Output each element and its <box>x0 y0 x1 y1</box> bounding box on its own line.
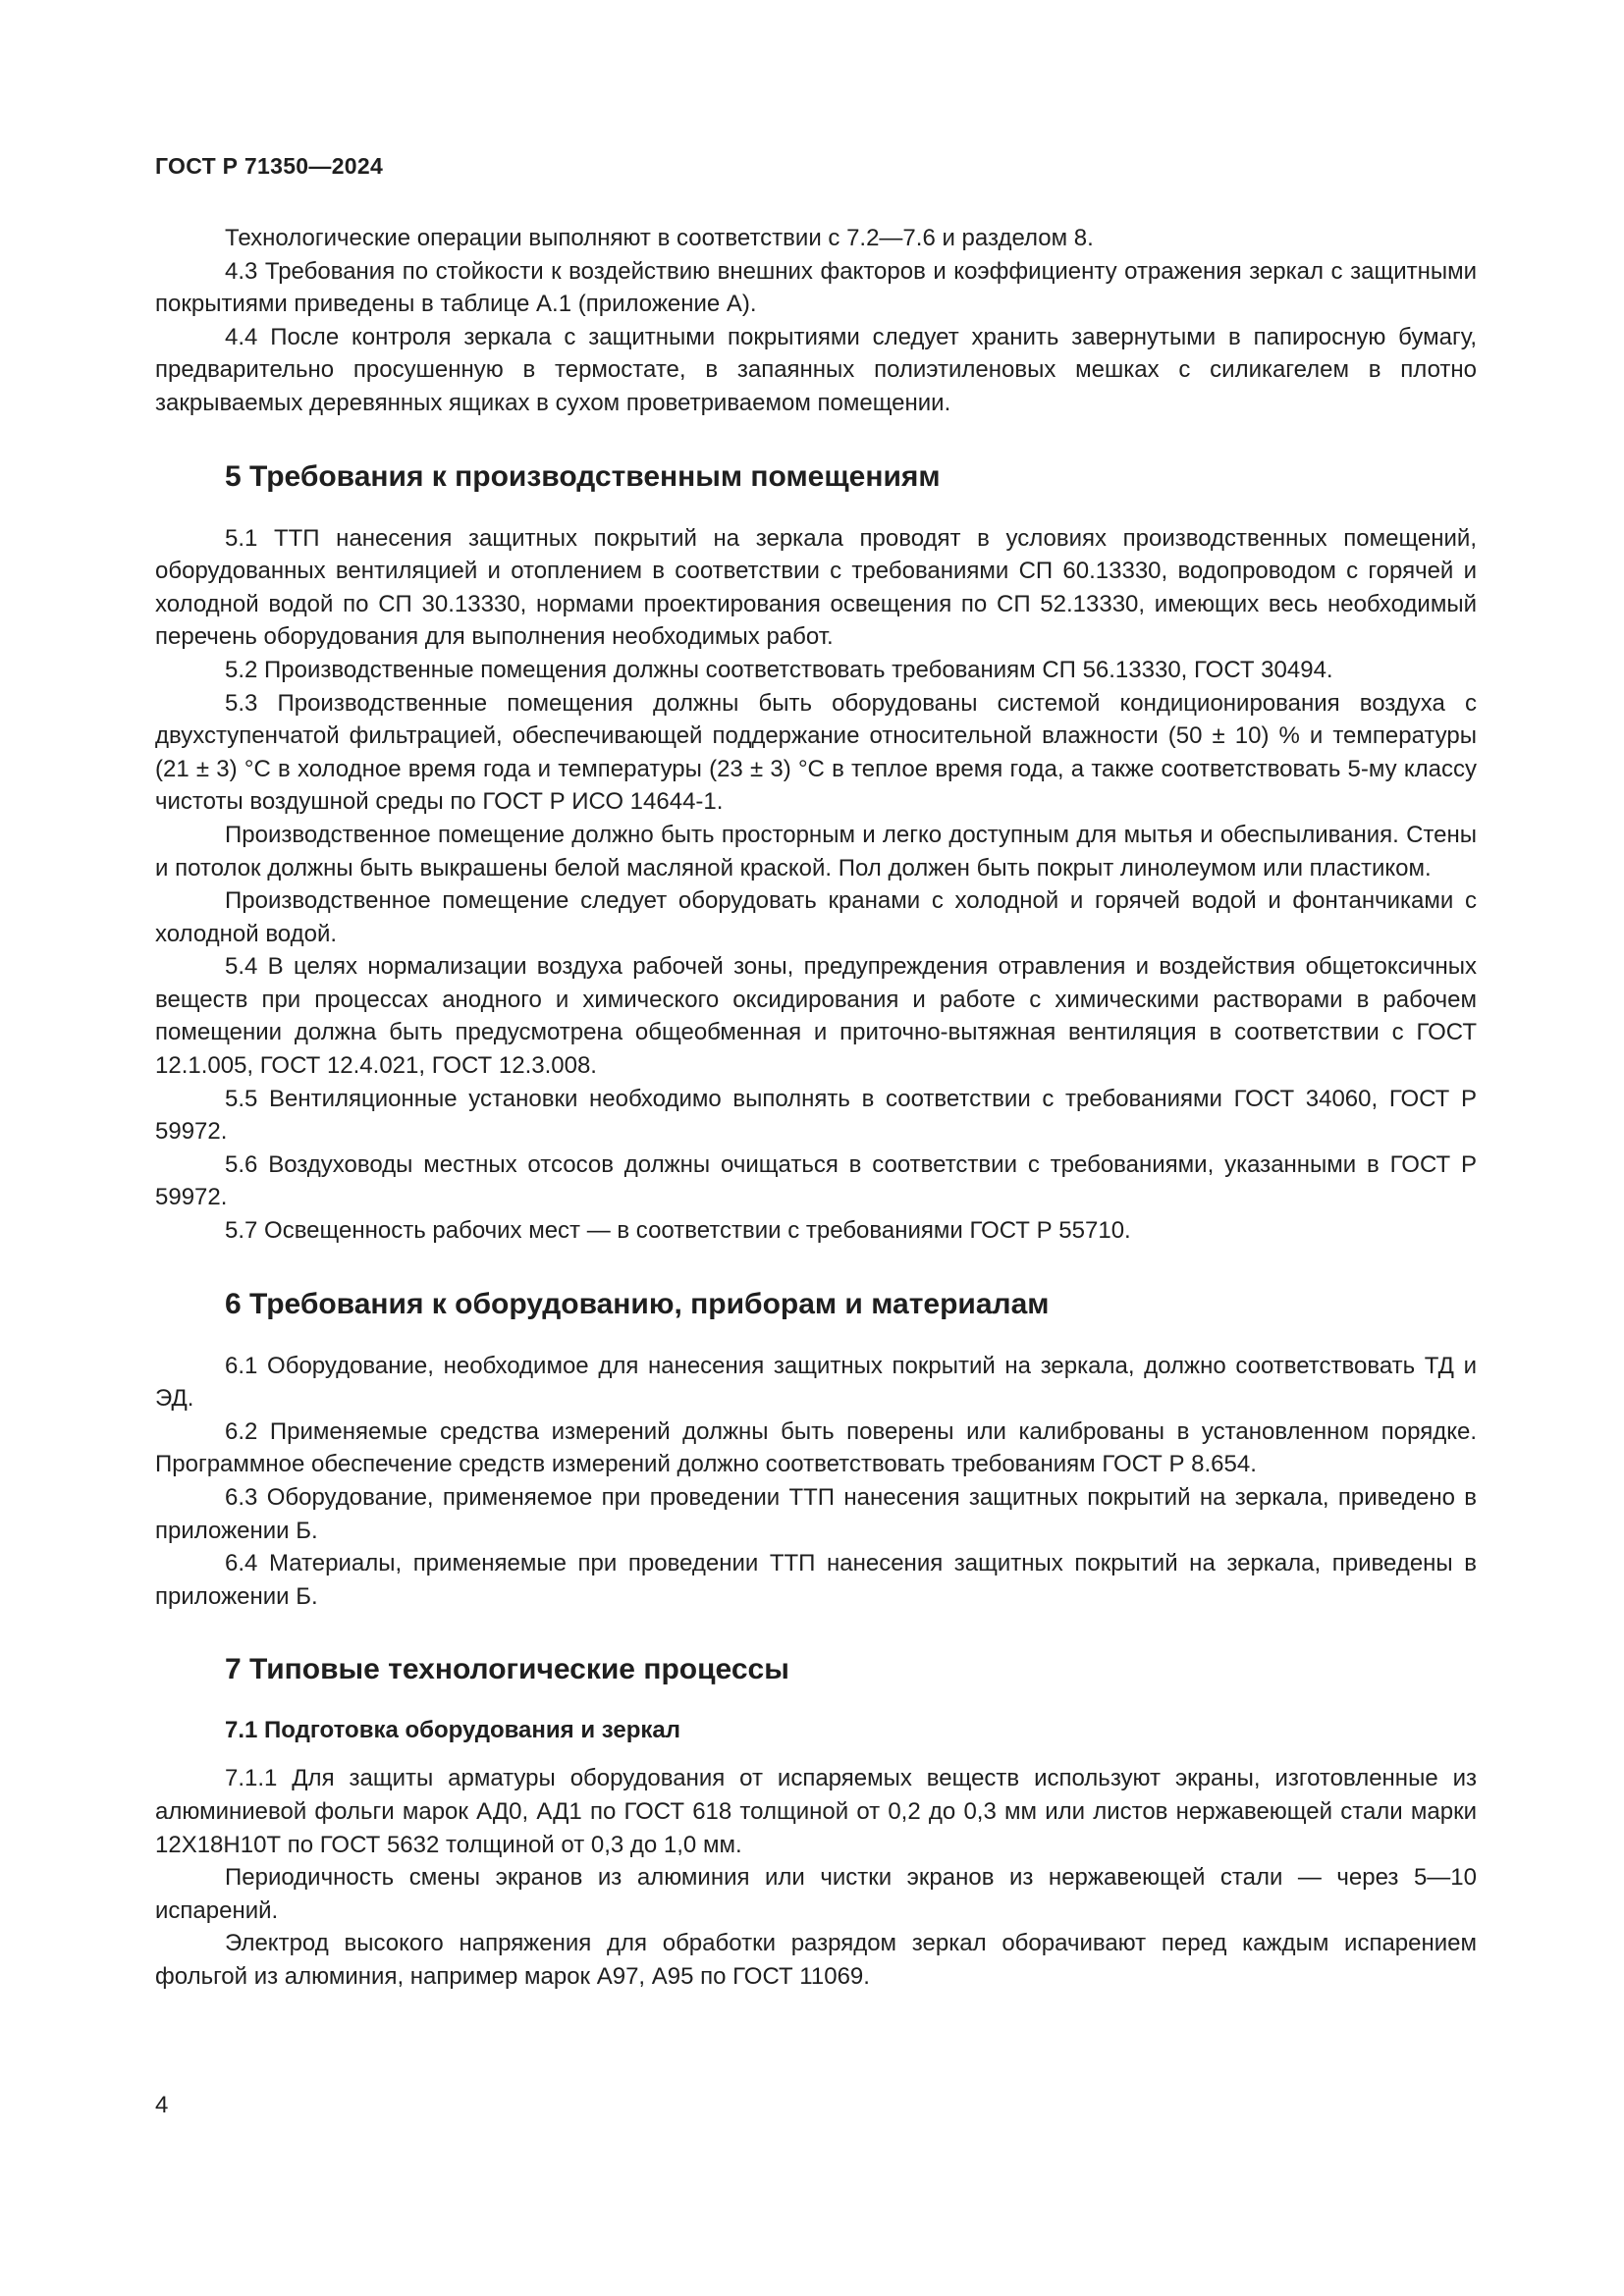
paragraph: 4.3 Требования по стойкости к воздействию внешних факторов и коэффициенту отражения зеркал с защитными покрытиями приведены в таблице А.1 (приложение А). <box>155 257 1477 318</box>
paragraph: 4.4 После контроля зеркала с защитными покрытиями следует хранить завернутыми в папиросную бумагу, предварительно просушенную в термостате, в запаянных полиэтиленовых мешках с силикагелем в плотно закрываемых деревянных ящиках в сухом проветриваемом помещении. <box>155 323 1477 416</box>
paragraph: 7.1.1 Для защиты арматуры оборудования от испаряемых веществ используют экраны, изготовленные из алюминиевой фольги марок АД0, АД1 по ГОСТ 618 толщиной от 0,2 до 0,3 мм или листов нержавеющей стали марки 12Х18Н10Т по ГОСТ 5632 толщиной от 0,3 до 1,0 мм. <box>155 1765 1477 1858</box>
section-heading: 6 Требования к оборудованию, приборам и материалам <box>225 1287 1050 1320</box>
paragraph: Производственное помещение следует оборудовать кранами с холодной и горячей водой и фонтанчиками с холодной водой. <box>155 887 1477 947</box>
paragraph: 5.4 В целях нормализации воздуха рабочей зоны, предупреждения отравления и воздействия общетоксичных веществ при процессах анодного и химического оксидирования и работе с химическими растворами в рабочем помещении должна быть предусмотрена общеобменная и приточно-вытяжная вентиляция в соответствии с ГОСТ 12.1.005, ГОСТ 12.4.021, ГОСТ 12.3.008. <box>155 953 1477 1080</box>
paragraph: 5.3 Производственные помещения должны быть оборудованы системой кондиционирования воздуха с двухступенчатой фильтрацией, обеспечивающей поддержание относительной влажности (50 ± 10) % и температуры (21 ± 3) °С в холодное время года и температуры (23 ± 3) °С в теплое время года, а также соответствовать 5-му классу чистоты воздушной среды по ГОСТ Р ИСО 14644-1. <box>155 689 1477 816</box>
paragraph: Производственное помещение должно быть просторным и легко доступным для мытья и обеспыливания. Стены и потолок должны быть выкрашены белой масляной краской. Пол должен быть покрыт линолеумом или пластиком. <box>155 821 1477 881</box>
paragraph: 5.2 Производственные помещения должны соответствовать требованиям СП 56.13330, ГОСТ 30494. <box>225 656 1333 683</box>
paragraph: 5.5 Вентиляционные установки необходимо выполнять в соответствии с требованиями ГОСТ 34060, ГОСТ Р 59972. <box>155 1085 1477 1146</box>
document-header: ГОСТ Р 71350—2024 <box>155 153 384 179</box>
paragraph: Периодичность смены экранов из алюминия или чистки экранов из нержавеющей стали — через 5—10 испарений. <box>155 1864 1477 1924</box>
subsection-heading: 7.1 Подготовка оборудования и зеркал <box>225 1717 680 1744</box>
section-heading: 5 Требования к производственным помещениям <box>225 459 941 493</box>
document-body <box>155 222 1477 1994</box>
paragraph: 6.1 Оборудование, необходимое для нанесения защитных покрытий на зеркала, должно соответствовать ТД и ЭД. <box>155 1352 1477 1413</box>
paragraph: 6.3 Оборудование, применяемое при проведении ТТП нанесения защитных покрытий на зеркала, приведено в приложении Б. <box>155 1484 1477 1544</box>
section-heading: 7 Типовые технологические процессы <box>225 1653 789 1686</box>
paragraph: Электрод высокого напряжения для обработки разрядом зеркал оборачивают перед каждым испарением фольгой из алюминия, например марок А97, А95 по ГОСТ 11069. <box>155 1930 1477 1990</box>
paragraph: 6.4 Материалы, применяемые при проведении ТТП нанесения защитных покрытий на зеркала, приведены в приложении Б. <box>155 1550 1477 1610</box>
paragraph: Технологические операции выполняют в соответствии с 7.2—7.6 и разделом 8. <box>225 225 1094 251</box>
paragraph: 5.6 Воздуховоды местных отсосов должны очищаться в соответствии с требованиями, указанными в ГОСТ Р 59972. <box>155 1150 1477 1211</box>
paragraph: 5.7 Освещенность рабочих мест — в соответствии с требованиями ГОСТ Р 55710. <box>225 1217 1131 1245</box>
page-number: 4 <box>155 2092 169 2118</box>
paragraph: 6.2 Применяемые средства измерений должны быть поверены или калиброваны в установленном порядке. Программное обеспечение средств измерений должно соответствовать требованиям ГОСТ Р 8.654. <box>155 1417 1477 1478</box>
paragraph: 5.1 ТТП нанесения защитных покрытий на зеркала проводят в условиях производственных помещений, оборудованных вентиляцией и отоплением в соответствии с требованиями СП 60.13330, водопроводом с горячей и холодной водой по СП 30.13330, нормами проектирования освещения по СП 52.13330, имеющих весь необходимый перечень оборудования для выполнения необходимых работ. <box>155 524 1477 651</box>
